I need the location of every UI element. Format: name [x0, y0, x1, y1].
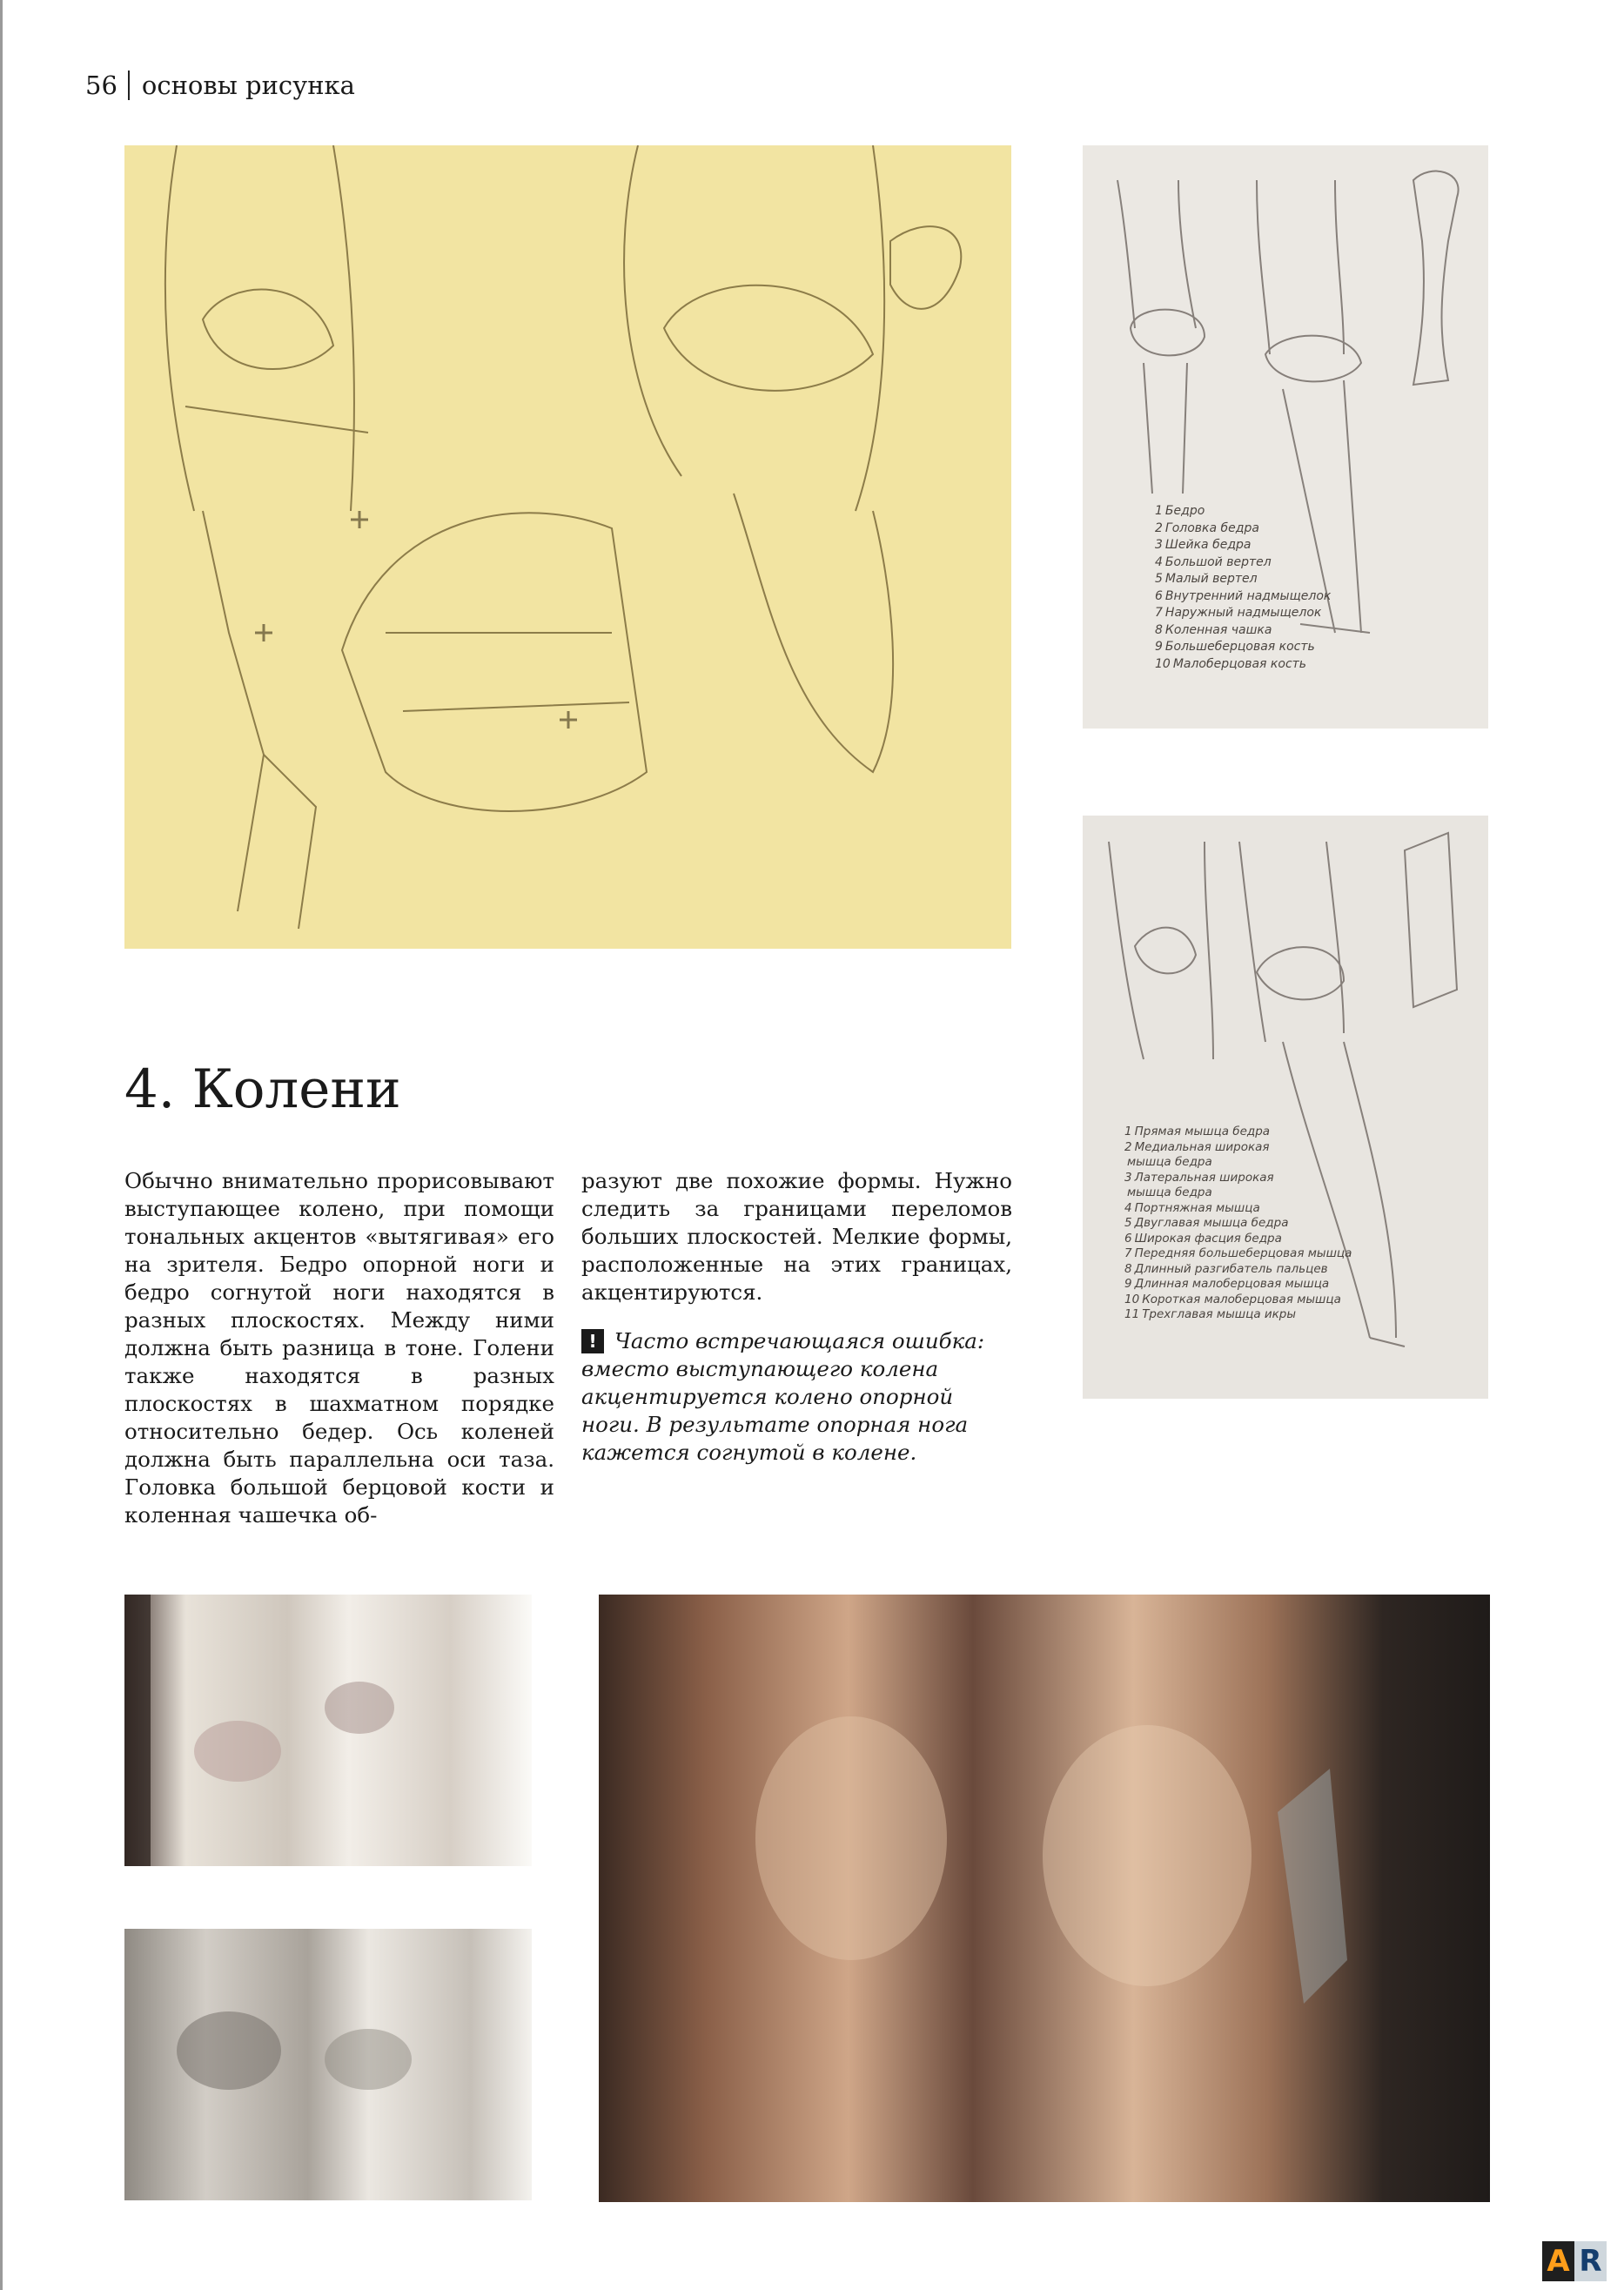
- knee-muscles-diagram: [1083, 816, 1488, 1399]
- legend-item: 5 Двуглавая мышца бедра: [1124, 1216, 1289, 1230]
- running-header: [85, 66, 355, 104]
- legend-item: 1 Прямая мышца бедра: [1124, 1125, 1271, 1138]
- section-heading: 4. Колени: [124, 1058, 401, 1120]
- legend-item: 2 Медиальная широкая: [1124, 1139, 1270, 1154]
- legend-item: 4 Большой вертел: [1155, 554, 1272, 569]
- logo-letter-a: A: [1547, 2244, 1570, 2279]
- legend-item: 8 Длинный разгибатель пальцев: [1124, 1261, 1328, 1276]
- legend-item: 11 Трехглавая мышца икры: [1124, 1307, 1297, 1321]
- legend-item: 6 Широкая фасция бедра: [1124, 1231, 1282, 1246]
- legend-item: 5 Малый вертел: [1155, 572, 1258, 586]
- knee-bones-diagram: [1083, 145, 1488, 729]
- legend-item: 1 Бедро: [1155, 504, 1205, 518]
- page-edge-rule: [0, 0, 3, 2290]
- muscles-legend: [1124, 1125, 1352, 1323]
- common-mistake-note: ! Часто встречающаяся ошибка: вместо выступающего колена акцентируется колено опорной ноги. В результате опорная нога кажется согнутой в колене.: [581, 1328, 985, 1465]
- legend-item: 10 Короткая малоберцовая мышца: [1124, 1292, 1341, 1306]
- legend-item: 3 Латеральная широкая: [1124, 1170, 1274, 1185]
- painting-knees-detail: [599, 1595, 1490, 2202]
- legend-item: 10 Малоберцовая кость: [1155, 656, 1307, 671]
- text-column-2: [581, 1167, 1012, 1467]
- paragraph: Обычно внимательно прорисовывают выступающее колено, при помощи тональных акцентов «вытягивая» его на зрителя. Бедро опорной ноги и бедро согнутой ноги находятся в разных плоскостях. Между ними должна быть разница в тоне. Голени также находятся в разных плоскостях в шахматном порядке относительно бедер. Ось коленей должна быть параллельна оси таза. Головка большой берцовой кости и коленная чашечка об-: [124, 1168, 554, 1528]
- legend-item: 7 Наружный надмыщелок: [1155, 606, 1322, 620]
- page-number: 56: [85, 71, 117, 100]
- logo-letter-r: R: [1574, 2241, 1607, 2281]
- photo-3-drawing: [599, 1595, 1490, 2202]
- legend-item: 6 Внутренний надмыщелок: [1155, 588, 1332, 603]
- sculpture-knees-photo-1: [124, 1595, 532, 1866]
- paragraph: разуют две похожие формы. Нужно следить за границами переломов больших плоскостей. Мелкие формы, расположенные на этих границах, акцентируются.: [581, 1168, 1012, 1305]
- legend-item: мышца бедра: [1127, 1155, 1212, 1169]
- knee-sketch-image: [124, 145, 1011, 949]
- text-column-1: [124, 1167, 554, 1529]
- bones-legend: [1155, 503, 1331, 673]
- legend-item: 3 Шейка бедра: [1155, 538, 1252, 552]
- legend-item: 9 Длинная малоберцовая мышца: [1124, 1277, 1330, 1291]
- watermark-logo: [1542, 2241, 1607, 2281]
- legend-item: мышца бедра: [1127, 1185, 1212, 1199]
- header-divider: [128, 71, 130, 100]
- legend-item: 7 Передняя большеберцовая мышца: [1124, 1246, 1352, 1260]
- sculpture-knees-photo-2: [124, 1929, 532, 2200]
- legend-item: 4 Портняжная мышца: [1124, 1200, 1260, 1215]
- legend-item: 9 Большеберцовая кость: [1155, 640, 1315, 654]
- section-title: основы рисунка: [141, 71, 355, 100]
- knee-sketch-drawing: [124, 145, 1011, 949]
- photo-2-drawing: [124, 1929, 532, 2200]
- legend-item: 8 Коленная чашка: [1155, 622, 1272, 637]
- exclamation-icon: !: [581, 1329, 604, 1353]
- photo-1-drawing: [124, 1595, 532, 1866]
- legend-item: 2 Головка бедра: [1155, 520, 1259, 535]
